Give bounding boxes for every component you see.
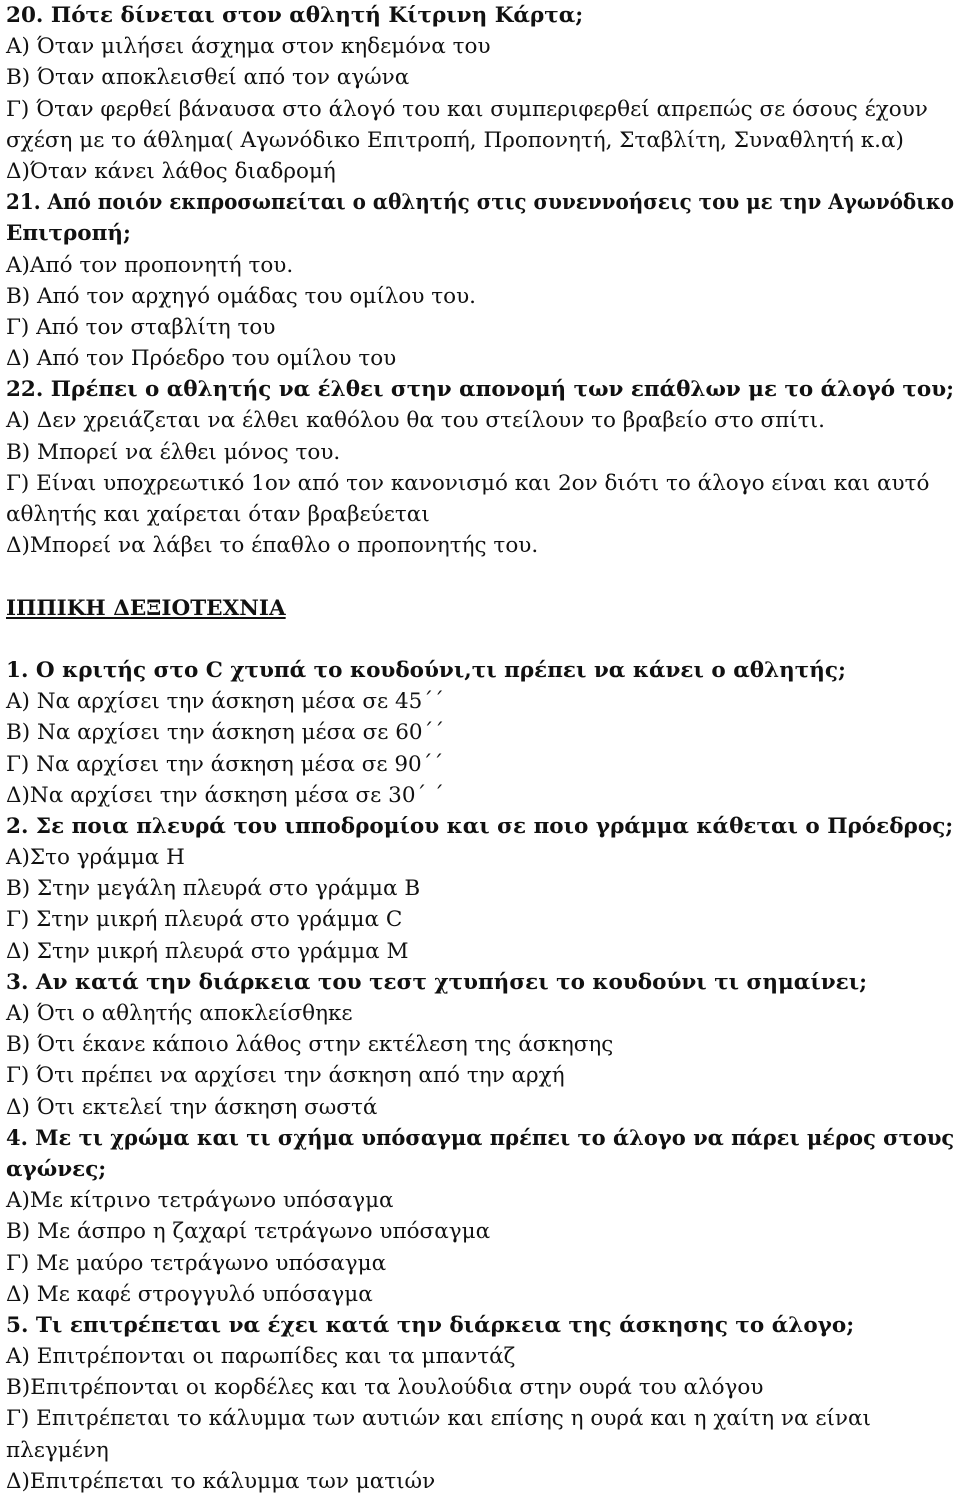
- answer-line: Β) Όταν αποκλεισθεί από τον αγώνα: [6, 65, 410, 91]
- answer-line: Α) Επιτρέπονται οι παρωπίδες και τα μπαντάζ: [6, 1344, 516, 1370]
- question-line: 1. Ο κριτής στο C χτυπά το κουδούνι,τι πρέπει να κάνει ο αθλητής;: [6, 657, 846, 683]
- question-line: 21. Από ποιόν εκπροσωπείται ο αθλητής στις συνεννοήσεις του με την Αγωνόδικο: [6, 190, 955, 216]
- answer-line: Γ) Από τον σταβλίτη του: [6, 314, 276, 340]
- answer-line: Β) Από τον αρχηγό ομάδας του ομίλου του.: [6, 283, 476, 309]
- answer-line: Δ)Να αρχίσει την άσκηση μέσα σε 30΄ ΄: [6, 782, 444, 808]
- answer-line: Γ) Στην μικρή πλευρά στο γράμμα C: [6, 907, 403, 933]
- answer-line: Γ) Είναι υποχρεωτικό 1ον από τον κανονισμό και 2ον διότι το άλογο είναι και αυτό: [6, 470, 930, 496]
- answer-line: Δ)Μπορεί να λάβει το έπαθλο ο προπονητής του.: [6, 533, 539, 559]
- answer-line: Δ) Ότι εκτελεί την άσκηση σωστά: [6, 1094, 378, 1120]
- answer-line: Γ) Επιτρέπεται το κάλυμμα των αυτιών και επίσης η ουρά και η χαίτη να είναι: [6, 1406, 871, 1432]
- section-heading: ΙΠΠΙΚΗ ΔΕΞΙΟΤΕΧΝΙΑ: [6, 595, 286, 621]
- answer-line: Γ) Με μαύρο τετράγωνο υπόσαγμα: [6, 1250, 387, 1276]
- answer-line: σχέση με το άθλημα( Αγωνόδικο Επιτροπή, Προπονητή, Σταβλίτη, Συναθλητή κ.α): [6, 127, 904, 153]
- answer-line: Α)Στο γράμμα Η: [6, 845, 185, 871]
- answer-line: Δ)Όταν κάνει λάθος διαδρομή: [6, 158, 336, 184]
- answer-line: Δ) Με καφέ στρογγυλό υπόσαγμα: [6, 1281, 373, 1307]
- answer-line: Β) Στην μεγάλη πλευρά στο γράμμα Β: [6, 876, 421, 902]
- answer-line: Γ) Όταν φερθεί βάναυσα στο άλογό του και συμπεριφερθεί απρεπώς σε όσους έχουν: [6, 96, 928, 122]
- answer-line: Β) Με άσπρο η ζαχαρί τετράγωνο υπόσαγμα: [6, 1219, 491, 1245]
- answer-line: Δ) Στην μικρή πλευρά στο γράμμα Μ: [6, 938, 409, 964]
- answer-line: Α) Ότι ο αθλητής αποκλείσθηκε: [6, 1001, 353, 1026]
- question-line: 20. Πότε δίνεται στον αθλητή Κίτρινη Κάρτα;: [6, 3, 584, 28]
- question-line: 5. Τι επιτρέπεται να έχει κατά την διάρκεια της άσκησης το άλογο;: [6, 1312, 855, 1338]
- answer-line: Α)Από τον προπονητή του.: [6, 252, 294, 278]
- answer-line: Β) Ότι έκανε κάποιο λάθος στην εκτέλεση της άσκησης: [6, 1032, 614, 1058]
- question-line: 4. Με τι χρώμα και τι σχήμα υπόσαγμα πρέπει το άλογο να πάρει μέρος στους: [6, 1125, 955, 1151]
- answer-line: Β) Να αρχίσει την άσκηση μέσα σε 60΄΄: [6, 720, 445, 746]
- blank-line: [6, 561, 954, 592]
- answer-line: Β)Επιτρέπονται οι κορδέλες και τα λουλούδια στην ουρά του αλόγου: [6, 1375, 764, 1401]
- answer-line: Δ)Επιτρέπεται το κάλυμμα των ματιών: [6, 1468, 436, 1494]
- answer-line: Α)Με κίτρινο τετράγωνο υπόσαγμα: [6, 1188, 394, 1214]
- question-line: αγώνες;: [6, 1156, 107, 1182]
- blank-line: [6, 624, 954, 655]
- question-line: Επιτροπή;: [6, 221, 131, 247]
- document-page: [6, 0, 954, 1497]
- answer-line: Α) Όταν μιλήσει άσχημα στον κηδεμόνα του: [6, 34, 491, 60]
- answer-line: Δ) Από τον Πρόεδρο του ομίλου του: [6, 346, 397, 372]
- answer-line: Β) Μπορεί να έλθει μόνος του.: [6, 439, 341, 465]
- answer-line: Α) Να αρχίσει την άσκηση μέσα σε 45΄΄: [6, 689, 444, 715]
- answer-line: αθλητής και χαίρεται όταν βραβεύεται: [6, 502, 430, 527]
- question-line: 3. Αν κατά την διάρκεια του τεστ χτυπήσει το κουδούνι τι σημαίνει;: [6, 969, 868, 995]
- answer-line: πλεγμένη: [6, 1437, 109, 1463]
- question-line: 22. Πρέπει ο αθλητής να έλθει στην απονομή των επάθλων με το άλογό του;: [6, 377, 955, 403]
- answer-line: Γ) Να αρχίσει την άσκηση μέσα σε 90΄΄: [6, 751, 444, 777]
- question-line: 2. Σε ποια πλευρά του ιπποδρομίου και σε ποιο γράμμα κάθεται ο Πρόεδρος;: [6, 813, 954, 839]
- answer-line: Α) Δεν χρειάζεται να έλθει καθόλου θα του στείλουν το βραβείο στο σπίτι.: [6, 408, 825, 434]
- answer-line: Γ) Ότι πρέπει να αρχίσει την άσκηση από την αρχή: [6, 1063, 565, 1089]
